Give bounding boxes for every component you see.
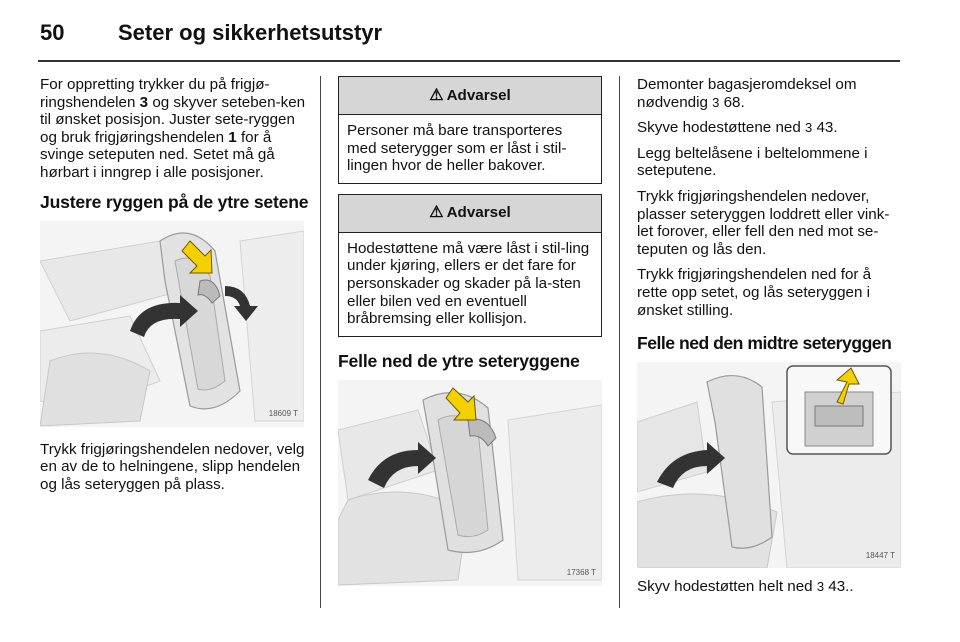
column-2 — [338, 76, 602, 586]
figure-code: 17368 T — [566, 568, 596, 578]
intro-paragraph: For oppretting trykker du på frigjø-ringshendelen 3 og skyver seteben-ken til ønsket posisjon. Juster sete-ryggen og bruk frigjøringshendelen 1 for å svinge seteputen ned. Setet må gå hørbart i inngrep i alle posisjoner. — [40, 76, 306, 181]
page-ref-icon: 3 — [712, 94, 720, 110]
warning-box-2 — [338, 194, 602, 337]
page-title: Seter og sikkerhetsutstyr — [118, 20, 383, 45]
paragraph-belt-locks: Legg beltelåsene i beltelommene i seteputene. — [637, 144, 868, 180]
section-heading-fold-outer: Felle ned de ytre seteryggene — [338, 350, 580, 371]
figure-adjust-backrest — [40, 221, 304, 427]
warning-title: Advarsel — [446, 204, 511, 222]
warning-text: Personer må bare transporteres med seterygger som er låst i stil-lingen hvor de heller bakover. — [347, 122, 567, 175]
header-divider — [38, 60, 900, 62]
figure-code: 18609 T — [268, 408, 298, 418]
page-number: 50 — [40, 20, 65, 45]
warning-header — [339, 195, 601, 233]
page-ref-icon: 3 — [805, 120, 813, 136]
paragraph-straighten-seat: Trykk frigjøringshendelen ned for å rette opp setet, og lås seteryggen i ønsket stilling. — [637, 266, 872, 319]
outro-paragraph: Trykk frigjøringshendelen nedover, velg en av de to helningene, slipp hendelen og lås seteryggen på plass. — [40, 440, 305, 493]
lever-number-3: 3 — [139, 93, 149, 111]
paragraph-remove-cover: Demonter bagasjeromdeksel om nødvendig 3 68. — [637, 76, 857, 111]
page-header — [40, 14, 900, 54]
seat-illustration — [40, 221, 304, 427]
section-heading-outer-backrest: Justere ryggen på de ytre setene — [40, 191, 309, 212]
figure-fold-middle-backrest — [637, 362, 901, 568]
warning-text: Hodestøttene må være låst i stil-ling under kjøring, ellers er det fare for personskader og skader på la-sten eller bilen ved en eventuell bråbremsing eller kollisjon. — [347, 239, 590, 328]
column-3 — [637, 76, 903, 604]
figure-fold-outer-backrest — [338, 380, 602, 586]
warning-icon: ⚠ — [429, 204, 444, 222]
column-divider-2 — [619, 76, 620, 608]
warning-icon: ⚠ — [429, 86, 444, 104]
figure-code: 18447 T — [865, 550, 895, 560]
column-divider-1 — [320, 76, 321, 608]
seat-illustration — [338, 380, 602, 586]
lever-number-1: 1 — [228, 128, 237, 146]
page-ref-icon: 3 — [816, 579, 825, 595]
warning-box-1 — [338, 76, 602, 184]
paragraph-headrest-fully-down: Skyv hodestøtten helt ned 3 43.. — [637, 578, 854, 596]
column-1 — [40, 76, 310, 501]
section-heading-fold-middle: Felle ned den midtre seteryggen — [637, 333, 892, 354]
paragraph-release-lever: Trykk frigjøringshendelen nedover, plasser seteryggen loddrett eller vink-let forover, eller fell den ned mot se-teputen og lås den. — [637, 187, 890, 258]
seat-illustration — [637, 362, 901, 568]
warning-header — [339, 77, 601, 115]
warning-title: Advarsel — [446, 86, 511, 104]
paragraph-headrest-down: Skyve hodestøttene ned 3 43. — [637, 119, 838, 137]
